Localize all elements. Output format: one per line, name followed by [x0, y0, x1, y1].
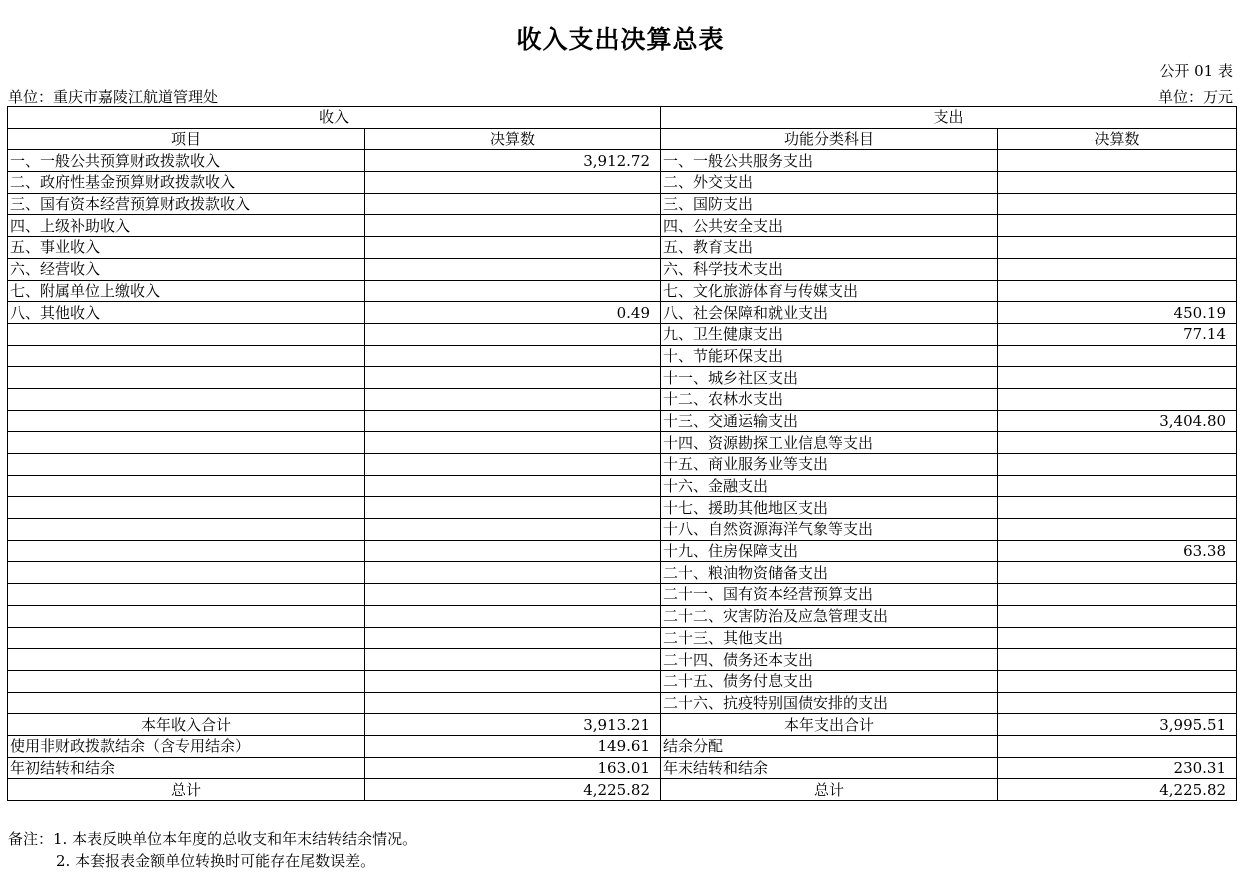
- expense-item-label: 二十二、灾害防治及应急管理支出: [661, 605, 998, 627]
- income-item-label: [8, 432, 365, 454]
- summary-row-carryover: [8, 757, 1237, 779]
- expense-item-value: [998, 215, 1237, 237]
- expense-item-value: [998, 562, 1237, 584]
- expense-item-value: [998, 193, 1237, 215]
- expense-item-label: 十、节能环保支出: [661, 345, 998, 367]
- expense-item-value: 77.14: [998, 323, 1237, 345]
- expense-item-value: [998, 237, 1237, 259]
- income-item-label: [8, 475, 365, 497]
- income-item-label: 八、其他收入: [8, 302, 365, 324]
- total-expense-value: 4,225.82: [998, 779, 1237, 801]
- income-item-value: [365, 193, 661, 215]
- notes: [8, 828, 417, 872]
- unit-organization: 单位：重庆市嘉陵江航道管理处: [8, 88, 219, 106]
- income-item-label: [8, 692, 365, 714]
- expense-item-label: 三、国防支出: [661, 193, 998, 215]
- table-row: [8, 237, 1237, 259]
- expense-item-value: [998, 150, 1237, 172]
- table-row: [8, 475, 1237, 497]
- table-row: [8, 367, 1237, 389]
- table-row: [8, 388, 1237, 410]
- table-row: [8, 605, 1237, 627]
- income-item-value: [365, 215, 661, 237]
- income-item-value: [365, 345, 661, 367]
- expense-item-label: 七、文化旅游体育与传媒支出: [661, 280, 998, 302]
- header-amount: 决算数: [365, 128, 661, 150]
- table-row: [8, 150, 1237, 172]
- year-income-label: 本年收入合计: [8, 714, 365, 736]
- table-row: [8, 258, 1237, 280]
- income-item-label: 一、一般公共预算财政拨款收入: [8, 150, 365, 172]
- table-row: [8, 345, 1237, 367]
- form-number: 公开 01 表: [1159, 62, 1233, 80]
- income-item-value: [365, 670, 661, 692]
- income-item-value: 3,912.72: [365, 150, 661, 172]
- expense-item-value: [998, 367, 1237, 389]
- header-expense: 支出: [661, 107, 1237, 129]
- table-row: [8, 410, 1237, 432]
- header-amount-expense: 决算数: [998, 128, 1237, 150]
- income-item-label: 五、事业收入: [8, 237, 365, 259]
- summary-row-grand-total: [8, 779, 1237, 801]
- expense-item-label: 十三、交通运输支出: [661, 410, 998, 432]
- header-item: 项目: [8, 128, 365, 150]
- unit-currency: 单位：万元: [1157, 88, 1233, 106]
- income-item-label: 二、政府性基金预算财政拨款收入: [8, 172, 365, 194]
- budget-summary-table: [7, 106, 1237, 801]
- expense-item-label: 十九、住房保障支出: [661, 540, 998, 562]
- income-item-value: [365, 519, 661, 541]
- table-row: [8, 670, 1237, 692]
- income-item-value: [365, 237, 661, 259]
- income-item-label: [8, 497, 365, 519]
- income-item-value: [365, 605, 661, 627]
- expense-item-value: [998, 258, 1237, 280]
- table-row: [8, 584, 1237, 606]
- expense-item-value: [998, 584, 1237, 606]
- year-expense-label: 本年支出合计: [661, 714, 998, 736]
- table-row: [8, 280, 1237, 302]
- nonfiscal-label: 使用非财政拨款结余（含专用结余）: [8, 735, 365, 757]
- expense-item-value: [998, 519, 1237, 541]
- expense-item-value: [998, 692, 1237, 714]
- table-row: [8, 540, 1237, 562]
- table-row: [8, 562, 1237, 584]
- total-income-value: 4,225.82: [365, 779, 661, 801]
- expense-item-label: 十五、商业服务业等支出: [661, 454, 998, 476]
- income-item-value: [365, 692, 661, 714]
- end-carryover-value: 230.31: [998, 757, 1237, 779]
- income-item-value: [365, 367, 661, 389]
- expense-item-label: 二十六、抗疫特别国债安排的支出: [661, 692, 998, 714]
- table-row: [8, 172, 1237, 194]
- income-item-value: [365, 388, 661, 410]
- expense-item-label: 六、科学技术支出: [661, 258, 998, 280]
- expense-item-value: [998, 454, 1237, 476]
- income-item-value: [365, 649, 661, 671]
- expense-item-value: 450.19: [998, 302, 1237, 324]
- table-row: [8, 432, 1237, 454]
- end-carryover-label: 年末结转和结余: [661, 757, 998, 779]
- table-row: [8, 497, 1237, 519]
- income-item-label: [8, 649, 365, 671]
- page-title: 收入支出决算总表: [516, 25, 725, 54]
- expense-item-label: 十六、金融支出: [661, 475, 998, 497]
- income-item-label: [8, 562, 365, 584]
- table-row: [8, 193, 1237, 215]
- header-row-group: [8, 107, 1237, 129]
- expense-item-value: [998, 345, 1237, 367]
- income-item-label: [8, 605, 365, 627]
- summary-row-year-total: [8, 714, 1237, 736]
- year-income-value: 3,913.21: [365, 714, 661, 736]
- expense-item-value: 63.38: [998, 540, 1237, 562]
- expense-item-value: [998, 432, 1237, 454]
- expense-item-value: [998, 670, 1237, 692]
- income-item-value: [365, 432, 661, 454]
- income-item-label: [8, 519, 365, 541]
- expense-item-label: 二十一、国有资本经营预算支出: [661, 584, 998, 606]
- header-row-columns: [8, 128, 1237, 150]
- expense-item-label: 二十五、债务付息支出: [661, 670, 998, 692]
- table-row: [8, 627, 1237, 649]
- income-item-label: [8, 454, 365, 476]
- begin-carryover-label: 年初结转和结余: [8, 757, 365, 779]
- expense-item-value: [998, 172, 1237, 194]
- header-income: 收入: [8, 107, 661, 129]
- table-row: [8, 649, 1237, 671]
- summary-row-nonfiscal: [8, 735, 1237, 757]
- income-item-label: [8, 627, 365, 649]
- income-item-label: [8, 388, 365, 410]
- expense-item-label: 二十四、债务还本支出: [661, 649, 998, 671]
- income-item-label: [8, 584, 365, 606]
- header-func-subject: 功能分类科目: [661, 128, 998, 150]
- note-line-1: 备注：1. 本表反映单位本年度的总收支和年末结转结余情况。: [8, 830, 418, 848]
- expense-item-label: 二十三、其他支出: [661, 627, 998, 649]
- income-item-label: [8, 323, 365, 345]
- expense-item-label: 十七、援助其他地区支出: [661, 497, 998, 519]
- table-row: [8, 454, 1237, 476]
- income-item-value: [365, 280, 661, 302]
- income-item-value: [365, 540, 661, 562]
- table-row: [8, 323, 1237, 345]
- surplus-dist-label: 结余分配: [661, 735, 998, 757]
- income-item-label: 六、经营收入: [8, 258, 365, 280]
- expense-item-value: [998, 649, 1237, 671]
- income-item-label: [8, 410, 365, 432]
- nonfiscal-value: 149.61: [365, 735, 661, 757]
- income-item-value: [365, 454, 661, 476]
- expense-item-label: 十一、城乡社区支出: [661, 367, 998, 389]
- income-item-value: [365, 584, 661, 606]
- note-line-2: 2. 本套报表金额单位转换时可能存在尾数误差。: [56, 852, 376, 870]
- table-row: [8, 692, 1237, 714]
- expense-item-label: 十八、自然资源海洋气象等支出: [661, 519, 998, 541]
- income-item-label: 三、国有资本经营预算财政拨款收入: [8, 193, 365, 215]
- income-item-value: [365, 258, 661, 280]
- expense-item-label: 十四、资源勘探工业信息等支出: [661, 432, 998, 454]
- expense-item-label: 五、教育支出: [661, 237, 998, 259]
- income-item-value: [365, 497, 661, 519]
- expense-item-value: [998, 497, 1237, 519]
- expense-item-label: 一、一般公共服务支出: [661, 150, 998, 172]
- expense-item-label: 十二、农林水支出: [661, 388, 998, 410]
- income-item-label: 七、附属单位上缴收入: [8, 280, 365, 302]
- income-item-label: [8, 345, 365, 367]
- expense-item-label: 九、卫生健康支出: [661, 323, 998, 345]
- expense-item-label: 二、外交支出: [661, 172, 998, 194]
- total-expense-label: 总计: [661, 779, 998, 801]
- table-row: [8, 302, 1237, 324]
- income-item-label: [8, 367, 365, 389]
- expense-item-value: [998, 280, 1237, 302]
- expense-item-value: [998, 475, 1237, 497]
- surplus-dist-value: [998, 735, 1237, 757]
- income-item-value: [365, 410, 661, 432]
- expense-item-value: [998, 605, 1237, 627]
- expense-item-value: [998, 627, 1237, 649]
- table-row: [8, 519, 1237, 541]
- table-row: [8, 215, 1237, 237]
- year-expense-value: 3,995.51: [998, 714, 1237, 736]
- expense-item-label: 二十、粮油物资储备支出: [661, 562, 998, 584]
- expense-item-value: [998, 388, 1237, 410]
- income-item-label: 四、上级补助收入: [8, 215, 365, 237]
- income-item-value: [365, 562, 661, 584]
- expense-item-label: 八、社会保障和就业支出: [661, 302, 998, 324]
- income-item-value: [365, 627, 661, 649]
- expense-item-value: 3,404.80: [998, 410, 1237, 432]
- total-income-label: 总计: [8, 779, 365, 801]
- income-item-label: [8, 540, 365, 562]
- begin-carryover-value: 163.01: [365, 757, 661, 779]
- income-item-value: [365, 172, 661, 194]
- expense-item-label: 四、公共安全支出: [661, 215, 998, 237]
- income-item-label: [8, 670, 365, 692]
- income-item-value: 0.49: [365, 302, 661, 324]
- income-item-value: [365, 323, 661, 345]
- income-item-value: [365, 475, 661, 497]
